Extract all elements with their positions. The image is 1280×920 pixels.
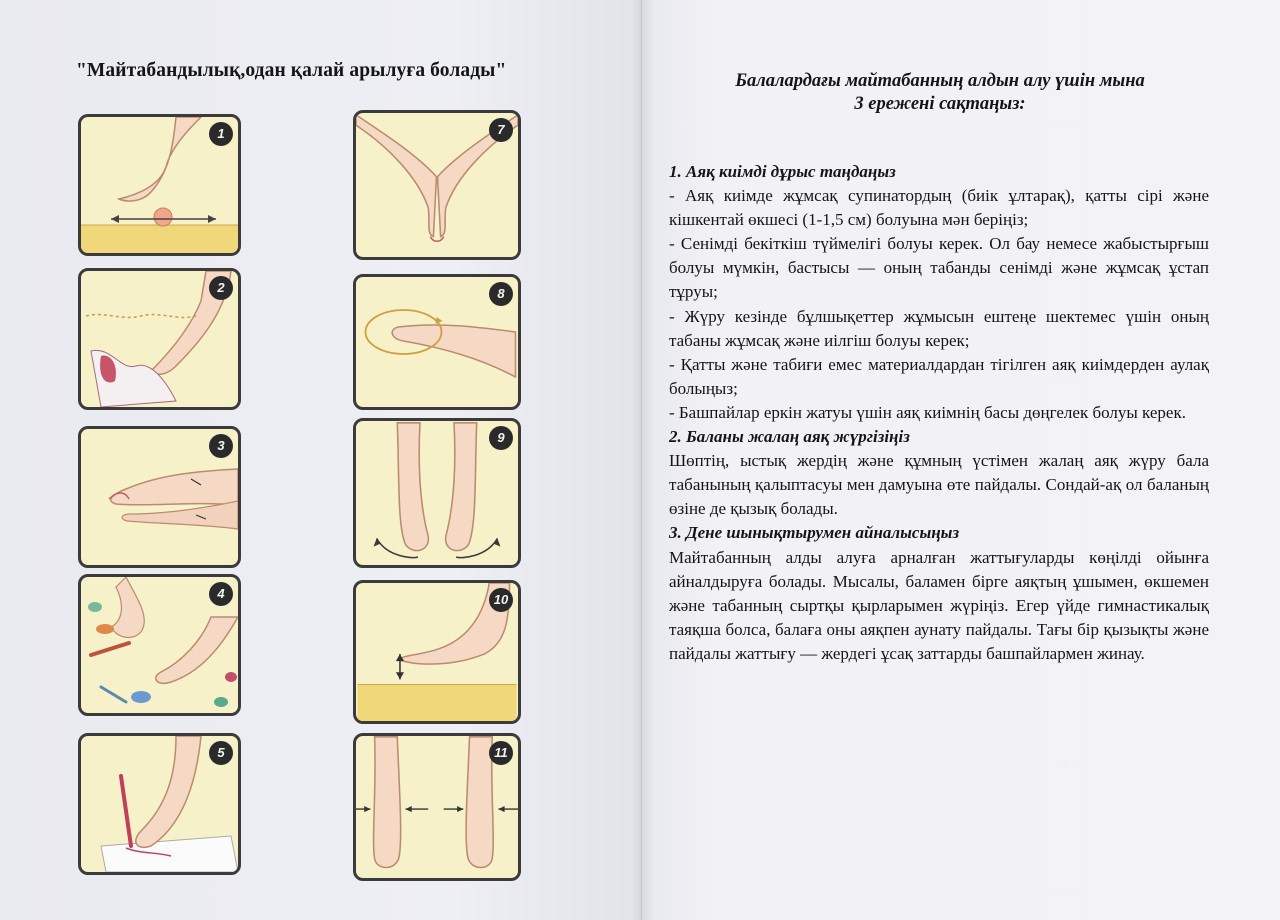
page-fold [632, 0, 654, 920]
exercise-number-badge: 5 [209, 741, 233, 765]
exercise-number-badge: 4 [209, 582, 233, 606]
exercise-number-badge: 7 [489, 118, 513, 142]
section-2-text: Шөптің, ыстық жердің және құмның үстімен жалаң аяқ жүру бала табанының қалыптасуы мен дамуына өте пайдалы. Сондай-ақ ол баланың өзіне де қызық болады. [669, 451, 1209, 519]
exercise-panel-8 [353, 274, 521, 410]
section-1-item: - Қатты және табиғи емес материалдардан тігілген аяқ киімдерден аулақ болыңыз; [669, 354, 1209, 398]
exercise-panel-10 [353, 580, 521, 724]
section-3-text: Майтабанның алды алуға арналған жаттығуларды көңілді ойынға айналдыруға болады. Мысалы, баламен бірге аяқтың ұшымен, өкшемен және табанның сыртқы қырларымен жүріңіз. Егер үйде гимнастикалық таяқша болса, балаға оны аяқпен аунату пайдалы. Тағы бір қызықты және пайдалы жаттығу — жердегі ұсақ заттарды башпайлармен жинау. [669, 547, 1209, 663]
exercise-panel-1 [78, 114, 241, 256]
right-page-title [660, 70, 1220, 116]
left-page-title: "Майтабандылық,одан қалай арылуға болады" [76, 60, 507, 81]
exercise-number-badge: 11 [489, 741, 513, 765]
section-1-item: - Башпайлар еркін жатуы үшін аяқ киімнің басы дөңгелек болуы керек. [669, 402, 1186, 422]
right-page-title-line-2: 3 ережені сақтаңыз: [854, 94, 1026, 114]
section-2-heading: 2. Баланы жалаң аяқ жүргізіңіз [669, 427, 910, 447]
exercise-panel-5 [78, 733, 241, 875]
exercise-panel-11 [353, 733, 521, 881]
section-1-item: - Жүру кезінде бұлшықеттер жұмысын ештеңе шектемес үшін оның табаны жұмсақ және иілгіш болуы керек; [669, 306, 1209, 350]
exercise-panel-3 [78, 426, 241, 568]
exercise-number-badge: 3 [209, 434, 233, 458]
exercise-number-badge: 9 [489, 426, 513, 450]
exercise-panel-4 [78, 574, 241, 716]
right-page-title-line-1: Балалардағы майтабанның алдын алу үшін мына [735, 71, 1145, 91]
section-1-heading: 1. Аяқ киімді дұрыс таңдаңыз [669, 162, 896, 181]
exercise-panel-9 [353, 418, 521, 568]
section-3-heading: 3. Дене шынықтырумен айналысыңыз [669, 523, 960, 543]
exercise-panel-2 [78, 268, 241, 410]
exercise-number-badge: 10 [489, 588, 513, 612]
exercise-number-badge: 8 [489, 282, 513, 306]
rules-body [669, 160, 1209, 666]
exercise-panel-7 [353, 110, 521, 260]
section-1-item: - Сенімді бекіткіш түймелігі болуы керек. Ол бау немесе жабыстырғыш болуы мүмкін, бастысы — оның табанды сенімді және жұмсақ ұстап тұруы; [669, 234, 1209, 302]
exercise-number-badge: 1 [209, 122, 233, 146]
section-1-item: - Аяқ киімде жұмсақ супинатордың (биік ұлтарақ), қатты сірі және кішкентай өкшесі (1-1,5 см) болуына мән беріңіз; [669, 186, 1209, 230]
exercise-number-badge: 2 [209, 276, 233, 300]
